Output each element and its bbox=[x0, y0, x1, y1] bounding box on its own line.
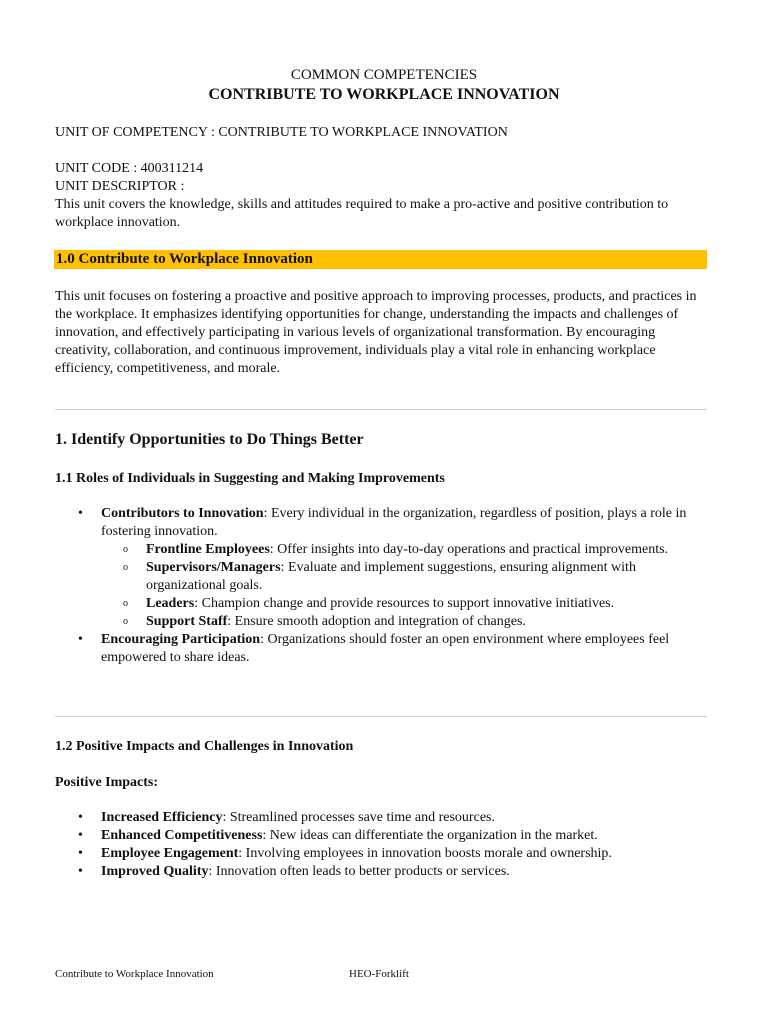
circle-bullet-icon: o bbox=[123, 562, 128, 573]
item-text: : Ensure smooth adoption and integration of changes. bbox=[227, 614, 526, 629]
section-banner: 1.0 Contribute to Workplace Innovation bbox=[54, 250, 707, 269]
list-item bbox=[78, 863, 698, 881]
bullet-icon: • bbox=[78, 846, 83, 861]
subsection-heading-1-2: 1.2 Positive Impacts and Challenges in Innovation bbox=[55, 739, 354, 754]
intro-paragraph: This unit focuses on fostering a proactive and positive approach to improving processes, products, and practices in the workplace. It emphasizes identifying opportunities for change, understanding the impacts and challenges of innovation, and effectively participating in various levels of organizational transformation. By encouraging creativity, collaboration, and continuous improvement, individuals play a vital role in enhancing workplace efficiency, competitiveness, and morale. bbox=[55, 289, 697, 376]
positive-impacts-label: Positive Impacts: bbox=[55, 775, 159, 790]
divider bbox=[55, 409, 707, 410]
doc-title-line1: COMMON COMPETENCIES bbox=[290, 67, 478, 83]
bullet-icon: • bbox=[78, 506, 83, 521]
item-text: : Offer insights into day-to-day operations and practical improvements. bbox=[269, 542, 669, 557]
bullet-icon: • bbox=[78, 632, 83, 647]
item-term: Leaders bbox=[146, 596, 195, 611]
list-item bbox=[78, 809, 698, 827]
item-term: Increased Efficiency bbox=[101, 810, 223, 825]
item-term: Encouraging Participation bbox=[101, 632, 261, 647]
bullet-icon: • bbox=[78, 810, 83, 825]
list-item bbox=[78, 505, 698, 631]
doc-title-line2: CONTRIBUTE TO WORKPLACE INNOVATION bbox=[208, 86, 560, 103]
unit-code: UNIT CODE : 400311214 bbox=[55, 161, 204, 176]
circle-bullet-icon: o bbox=[123, 616, 128, 627]
item-text: : Every individual in the organization, regardless of position, plays a role in fostering innovation. bbox=[101, 506, 687, 539]
item-term: Contributors to Innovation bbox=[101, 506, 264, 521]
unit-descriptor-text: This unit covers the knowledge, skills and attitudes required to make a pro-active and positive contribution to workplace innovation. bbox=[55, 197, 669, 230]
item-term: Supervisors/Managers bbox=[146, 560, 281, 575]
item-term: Frontline Employees bbox=[146, 542, 270, 557]
impacts-list bbox=[78, 809, 698, 881]
item-text: : Streamlined processes save time and resources. bbox=[222, 810, 495, 825]
item-text: : Evaluate and implement suggestions, ensuring alignment with organizational goals. bbox=[146, 560, 636, 593]
circle-bullet-icon: o bbox=[123, 544, 128, 555]
list-item bbox=[78, 631, 698, 667]
unit-of-competency: UNIT OF COMPETENCY : CONTRIBUTE TO WORKPLACE INNOVATION bbox=[55, 125, 508, 140]
item-text: : Involving employees in innovation boosts morale and ownership. bbox=[238, 846, 612, 861]
list-item bbox=[78, 845, 698, 863]
item-term: Improved Quality bbox=[101, 864, 209, 879]
unit-descriptor-label: UNIT DESCRIPTOR : bbox=[55, 179, 185, 194]
item-text: : Organizations should foster an open environment where employees feel empowered to share ideas. bbox=[101, 632, 670, 665]
divider bbox=[55, 716, 707, 717]
item-text: : New ideas can differentiate the organization in the market. bbox=[262, 828, 598, 843]
circle-bullet-icon: o bbox=[123, 598, 128, 609]
sub-list-item bbox=[123, 613, 698, 631]
footer-left: Contribute to Workplace Innovation bbox=[55, 968, 214, 980]
item-term: Enhanced Competitiveness bbox=[101, 828, 263, 843]
sub-list-item bbox=[123, 559, 698, 595]
list-item bbox=[78, 827, 698, 845]
item-text: : Champion change and provide resources to support innovative initiatives. bbox=[194, 596, 615, 611]
item-text: : Innovation often leads to better products or services. bbox=[208, 864, 510, 879]
roles-list bbox=[78, 505, 698, 667]
sub-list-item bbox=[123, 595, 698, 613]
bullet-icon: • bbox=[78, 828, 83, 843]
footer-right: HEO-Forklift bbox=[349, 968, 409, 980]
item-term: Support Staff bbox=[146, 614, 228, 629]
item-term: Employee Engagement bbox=[101, 846, 239, 861]
sub-list-item bbox=[123, 541, 698, 559]
section-heading: 1. Identify Opportunities to Do Things Better bbox=[55, 431, 364, 448]
subsection-heading-1-1: 1.1 Roles of Individuals in Suggesting and Making Improvements bbox=[55, 471, 445, 486]
bullet-icon: • bbox=[78, 864, 83, 879]
